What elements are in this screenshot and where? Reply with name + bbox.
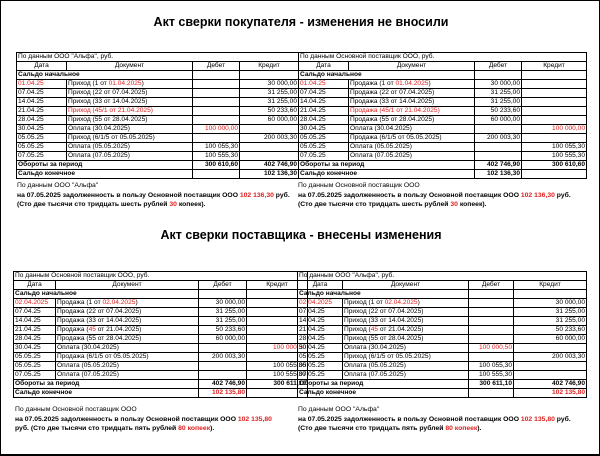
col-date: Дата bbox=[298, 281, 343, 290]
s1-note-right: По данным Основной поставщик ООО на 07.05.2025 задолженность в пользу Основной поставщик ООО 102 136,30 руб. (Сто две тысячи сто тридцать шесть рублей 30 копеек). bbox=[298, 182, 571, 208]
table-row: 07.05.25 Оплата (07.05.2025) 100 555,30 bbox=[17, 152, 299, 161]
table-row: 05.05.25 Оплата (05.05.2025) 100 055,30 bbox=[15, 362, 306, 370]
table-row: 02.04.2025 Продажа (1 от 02.04.2025) 30 000,00 bbox=[14, 299, 308, 308]
table-caption: По данным ООО "Альфа", руб. bbox=[17, 53, 299, 62]
s1-right-table bbox=[298, 52, 587, 179]
table-row: 07.04.25 Продажа (22 от 07.04.2025) 31 255,00 bbox=[299, 89, 587, 98]
table-row: 30.04.25 Оплата (30.04.2025) 100 000,50 bbox=[15, 344, 306, 352]
col-debit: Дебет bbox=[199, 281, 247, 290]
col-debit: Дебет bbox=[469, 281, 514, 290]
table-caption: По данным ООО "Альфа", руб. bbox=[298, 272, 587, 281]
s2-left-table bbox=[13, 271, 308, 398]
table-row: 05.05.25 Оплата (05.05.2025) 100 055,30 bbox=[298, 362, 587, 371]
col-document: Документ bbox=[349, 62, 475, 71]
table-row: 05.05.25 Приход (6/1/5 от 05.05.2025) 200 003,30 bbox=[18, 134, 297, 142]
table-row: 30.04.25 Оплата (30.04.2025) 100 000,00 bbox=[17, 125, 299, 134]
table-row: 21.04.25 Приход (45/1 от 21.04.2025) 50 233,60 bbox=[18, 107, 297, 115]
col-document: Документ bbox=[67, 62, 193, 71]
table-row: 01.04.25 Приход (1 от 01.04.2025) 30 000,00 bbox=[18, 80, 297, 88]
s2-note-right: По данным ООО "Альфа" на 07.05.2025 задолженность в пользу Основной поставщик ООО 102 135,80 руб. (Сто две тысячи сто тридцать пять рублей 80 копеек). bbox=[298, 406, 571, 432]
table-row: 14.04.25 Продажа (33 от 14.04.2025) 31 255,00 bbox=[14, 317, 308, 326]
table-row: 07.05.25 Оплата (07.05.2025) 100 555,30 bbox=[15, 371, 306, 379]
col-debit: Дебет bbox=[475, 62, 522, 71]
closing-balance-row: Сальдо конечное 102 135,80 bbox=[299, 389, 585, 397]
col-document: Документ bbox=[56, 281, 199, 290]
table-row: 21.04.25 Продажа (45 от 21.04.2025) 50 233,60 bbox=[14, 326, 308, 335]
turnover-row: Обороты за период 402 746,90 300 610,60 bbox=[300, 161, 585, 169]
col-credit: Кредит bbox=[240, 62, 299, 71]
col-credit: Кредит bbox=[514, 281, 587, 290]
table-caption: По данным Основной поставщик ООО, руб. bbox=[14, 272, 308, 281]
table-row: 05.05.25 Приход (6/1/5 от 05.05.2025) 200 003,30 bbox=[299, 353, 585, 361]
table-row: 21.04.25 Приход (45 от 21.04.2025) 50 233,60 bbox=[299, 326, 585, 334]
closing-balance-row: Сальдо конечное 102 136,30 bbox=[18, 170, 297, 178]
turnover-row: Обороты за период 402 746,90 300 611,10 bbox=[15, 380, 306, 388]
table-row: 30.04.25 Оплата (30.04.2025) 100 000,50 bbox=[298, 344, 587, 353]
opening-balance-label: Сальдо начальное bbox=[17, 71, 193, 80]
closing-balance-row: Сальдо конечное 102 135,80 bbox=[14, 389, 308, 398]
table-row: 02.04.2025 Приход (1 от 02.04.2025) 30 000,00 bbox=[299, 299, 585, 307]
col-date: Дата bbox=[17, 62, 67, 71]
table-caption: По данным Основной поставщик ООО, руб. bbox=[299, 53, 587, 62]
table-row: 14.04.25 Продажа (33 от 14.04.2025) 31 255,00 bbox=[299, 98, 587, 107]
col-credit: Кредит bbox=[522, 62, 587, 71]
col-debit: Дебет bbox=[193, 62, 240, 71]
table-row: 14.04.25 Приход (33 от 14.04.2025) 31 255,00 bbox=[18, 98, 297, 106]
table-row: 05.05.25 Оплата (05.05.2025) 100 055,30 bbox=[300, 143, 585, 151]
opening-balance-label: Сальдо начальное bbox=[299, 71, 475, 80]
table-row: 07.05.25 Оплата (07.05.2025) 100 555,30 bbox=[300, 152, 585, 160]
table-row: 05.05.25 Продажа (6/1/5 от 05.05.2025) 200 003,30 bbox=[14, 353, 308, 362]
opening-balance-label: Сальдо начальное bbox=[14, 290, 199, 299]
table-row: 05.05.25 Продажа (6/1/5 от 05.05.2025) 200 003,30 bbox=[299, 134, 587, 143]
table-row: 21.04.25 Продажа (45/1 от 21.04.2025) 50 233,60 bbox=[299, 107, 587, 116]
s2-note-left: По данным Основной поставщик ООО на 07.05.2025 задолженность в пользу Основной поставщик ООО 102 135,80 руб. (Сто две тысячи сто тридцать пять рублей 80 копеек). bbox=[15, 406, 272, 432]
col-date: Дата bbox=[299, 62, 349, 71]
col-date: Дата bbox=[14, 281, 56, 290]
turnover-row: Обороты за период 300 610,60 402 746,90 bbox=[18, 161, 297, 169]
table-row: 14.04.25 Приход (33 от 14.04.2025) 31 255,00 bbox=[299, 317, 585, 325]
col-document: Документ bbox=[343, 281, 469, 290]
table-row: 28.04.25 Продажа (55 от 28.04.2025) 60 000,00 bbox=[14, 335, 308, 344]
table-row: 05.05.25 Оплата (05.05.2025) 100 055,30 bbox=[17, 143, 299, 152]
section1-title: Акт сверки покупателя - изменения не вносили bbox=[153, 15, 449, 29]
opening-balance-label: Сальдо начальное bbox=[298, 290, 469, 299]
table-row: 28.04.25 Приход (55 от 28.04.2025) 60 000,00 bbox=[299, 335, 585, 343]
s1-left-table bbox=[16, 52, 299, 179]
s1-note-left: По данным ООО "Альфа" на 07.05.2025 задолженность в пользу Основной поставщик ООО 102 136,30 руб. (Сто две тысячи сто тридцать шесть рублей 30 копеек). bbox=[17, 182, 290, 208]
turnover-row: Обороты за период 300 611,10 402 746,90 bbox=[299, 380, 585, 388]
table-row: 07.04.25 Продажа (22 от 07.04.2025) 31 255,00 bbox=[14, 308, 308, 317]
table-row: 28.04.25 Продажа (55 от 28.04.2025) 60 000,00 bbox=[299, 116, 587, 125]
table-row: 30.04.25 Оплата (30.04.2025) 100 000,00 bbox=[300, 125, 585, 133]
table-row: 07.04.25 Приход (22 от 07.04.2025) 31 255,00 bbox=[299, 308, 585, 316]
s2-right-table bbox=[297, 271, 587, 398]
col-credit: Кредит bbox=[247, 281, 308, 290]
table-row: 07.04.25 Приход (22 от 07.04.2025) 31 255,00 bbox=[18, 89, 297, 97]
table-row: 28.04.25 Приход (55 от 28.04.2025) 60 000,00 bbox=[18, 116, 297, 124]
table-row: 01.04.25 Продажа (1 от 01.04.2025) 30 000,00 bbox=[299, 80, 587, 89]
section2-title: Акт сверки поставщика - внесены изменения bbox=[160, 228, 442, 242]
closing-balance-row: Сальдо конечное 102 136,30 bbox=[299, 170, 587, 179]
table-row: 07.05.25 Оплата (07.05.2025) 100 555,30 bbox=[298, 371, 587, 380]
